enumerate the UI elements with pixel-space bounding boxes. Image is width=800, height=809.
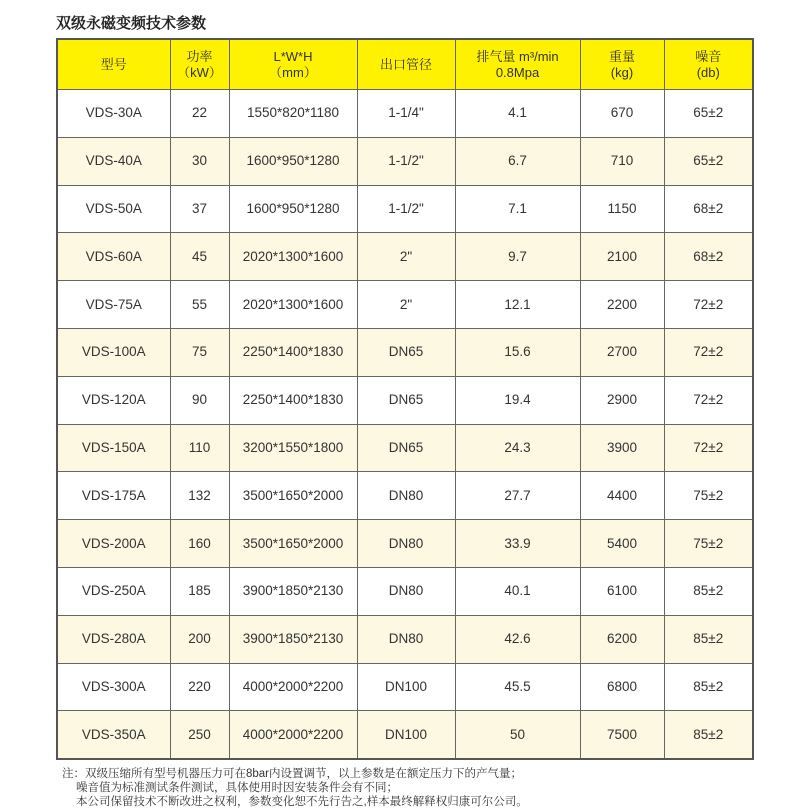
table-cell: 15.6	[455, 328, 580, 376]
table-cell: 3900*1850*2130	[229, 567, 357, 615]
table-row	[57, 233, 753, 281]
header-unit: （kW）	[177, 64, 222, 80]
note-line: 噪音值为标准测试条件测试，具体使用时因安装条件会有不同；	[76, 782, 398, 794]
table-cell: 12.1	[455, 281, 580, 329]
header-label: L*W*H	[273, 48, 313, 64]
table-cell: 72±2	[664, 424, 753, 472]
table-cell: VDS-40A	[57, 137, 170, 185]
table-row	[57, 472, 753, 520]
table-cell: 75±2	[664, 472, 753, 520]
table-cell: 90	[170, 376, 229, 424]
table-cell: 220	[170, 663, 229, 711]
table-cell: 50	[455, 711, 580, 759]
table-cell: 45	[170, 233, 229, 281]
table-row	[57, 615, 753, 663]
table-cell: VDS-280A	[57, 615, 170, 663]
table-cell: 85±2	[664, 567, 753, 615]
table-cell: 68±2	[664, 233, 753, 281]
table-cell: 4000*2000*2200	[229, 711, 357, 759]
table-cell: 72±2	[664, 376, 753, 424]
table-cell: DN65	[357, 424, 455, 472]
table-row	[57, 376, 753, 424]
table-cell: VDS-175A	[57, 472, 170, 520]
table-cell: VDS-200A	[57, 520, 170, 568]
table-cell: 1-1/2"	[357, 137, 455, 185]
table-cell: 45.5	[455, 663, 580, 711]
table-row	[57, 567, 753, 615]
column-header	[229, 39, 357, 90]
table-cell: 72±2	[664, 328, 753, 376]
table-cell: VDS-60A	[57, 233, 170, 281]
table-cell: 7.1	[455, 185, 580, 233]
header-label: 排气量 m³/min	[476, 48, 559, 64]
table-cell: 19.4	[455, 376, 580, 424]
table-cell: 160	[170, 520, 229, 568]
table-cell: DN80	[357, 615, 455, 663]
table-cell: 6800	[580, 663, 664, 711]
notes	[62, 767, 528, 809]
table-cell: 85±2	[664, 615, 753, 663]
table-cell: 2020*1300*1600	[229, 233, 357, 281]
header-label: 重量	[608, 48, 635, 64]
table-cell: DN80	[357, 567, 455, 615]
table-cell: VDS-150A	[57, 424, 170, 472]
header-label: 噪音	[695, 48, 722, 64]
table-cell: 85±2	[664, 711, 753, 759]
table-cell: DN80	[357, 520, 455, 568]
table-cell: VDS-100A	[57, 328, 170, 376]
table-cell: 1-1/4"	[357, 90, 455, 138]
header-label: 出口管径	[379, 56, 432, 72]
table-cell: VDS-350A	[57, 711, 170, 759]
table-cell: 250	[170, 711, 229, 759]
table-cell: 3500*1650*2000	[229, 520, 357, 568]
table-cell: VDS-30A	[57, 90, 170, 138]
header-label: 型号	[100, 56, 127, 72]
table-cell: VDS-50A	[57, 185, 170, 233]
table-cell: DN100	[357, 663, 455, 711]
table-cell: 68±2	[664, 185, 753, 233]
column-header	[580, 39, 664, 90]
table-cell: 670	[580, 90, 664, 138]
table-cell: 2200	[580, 281, 664, 329]
table-cell: 710	[580, 137, 664, 185]
table-cell: 65±2	[664, 137, 753, 185]
column-header	[357, 39, 455, 90]
header-unit: (kg)	[610, 64, 634, 80]
table-cell: 6200	[580, 615, 664, 663]
column-header	[170, 39, 229, 90]
table-row	[57, 424, 753, 472]
table-cell: 2250*1400*1830	[229, 376, 357, 424]
table-cell: 72±2	[664, 281, 753, 329]
table-cell: DN65	[357, 328, 455, 376]
table-cell: 75±2	[664, 520, 753, 568]
table-cell: 2"	[357, 281, 455, 329]
table-cell: 2700	[580, 328, 664, 376]
table-cell: 42.6	[455, 615, 580, 663]
table-cell: 200	[170, 615, 229, 663]
table-row	[57, 520, 753, 568]
table-cell: 3200*1550*1800	[229, 424, 357, 472]
table-cell: VDS-300A	[57, 663, 170, 711]
table-cell: 30	[170, 137, 229, 185]
table-cell: VDS-75A	[57, 281, 170, 329]
column-header	[455, 39, 580, 90]
table-row	[57, 711, 753, 759]
table-cell: VDS-250A	[57, 567, 170, 615]
table-cell: 4.1	[455, 90, 580, 138]
table-cell: 7500	[580, 711, 664, 759]
table-row	[57, 328, 753, 376]
table-cell: 132	[170, 472, 229, 520]
header-unit: （mm）	[269, 64, 317, 80]
table-cell: 9.7	[455, 233, 580, 281]
table-cell: 85±2	[664, 663, 753, 711]
table-cell: 1-1/2"	[357, 185, 455, 233]
header-row	[57, 39, 753, 90]
table-cell: 4400	[580, 472, 664, 520]
column-header	[664, 39, 753, 90]
table-row	[57, 137, 753, 185]
table-cell: 65±2	[664, 90, 753, 138]
table-cell: 27.7	[455, 472, 580, 520]
table-cell: 55	[170, 281, 229, 329]
table-cell: DN80	[357, 472, 455, 520]
table-cell: 5400	[580, 520, 664, 568]
table-cell: 3900*1850*2130	[229, 615, 357, 663]
page-title: 双级永磁变频技术参数	[56, 15, 207, 32]
table-cell: 4000*2000*2200	[229, 663, 357, 711]
table-cell: 1150	[580, 185, 664, 233]
header-unit: 0.8Mpa	[495, 64, 540, 80]
table-row	[57, 185, 753, 233]
table-cell: 2100	[580, 233, 664, 281]
header-unit: (db)	[696, 64, 720, 80]
table-cell: 1600*950*1280	[229, 137, 357, 185]
table-row	[57, 281, 753, 329]
table-cell: 37	[170, 185, 229, 233]
table-cell: 40.1	[455, 567, 580, 615]
header-label: 功率	[186, 48, 213, 64]
note-line: 本公司保留技术不断改进之权利，参数变化恕不先行告之,样本最终解释权归康可尔公司。	[76, 796, 528, 808]
table-cell: 3900	[580, 424, 664, 472]
table-cell: 185	[170, 567, 229, 615]
table-row	[57, 663, 753, 711]
table-cell: VDS-120A	[57, 376, 170, 424]
note-line: 注：双级压缩所有型号机器压力可在8bar内设置调节，以上参数是在额定压力下的产气量；	[62, 768, 523, 780]
table-cell: 2250*1400*1830	[229, 328, 357, 376]
table-cell: 110	[170, 424, 229, 472]
table-cell: 1600*950*1280	[229, 185, 357, 233]
table-cell: DN100	[357, 711, 455, 759]
table-cell: 33.9	[455, 520, 580, 568]
table-cell: 3500*1650*2000	[229, 472, 357, 520]
table-row	[57, 90, 753, 138]
column-header	[57, 39, 170, 90]
table-cell: 1550*820*1180	[229, 90, 357, 138]
table-cell: 2900	[580, 376, 664, 424]
table-cell: 75	[170, 328, 229, 376]
table-cell: 6100	[580, 567, 664, 615]
table-cell: DN65	[357, 376, 455, 424]
table-cell: 2020*1300*1600	[229, 281, 357, 329]
table-cell: 2"	[357, 233, 455, 281]
table-cell: 6.7	[455, 137, 580, 185]
table-cell: 22	[170, 90, 229, 138]
table-cell: 24.3	[455, 424, 580, 472]
spec-table	[56, 38, 754, 760]
